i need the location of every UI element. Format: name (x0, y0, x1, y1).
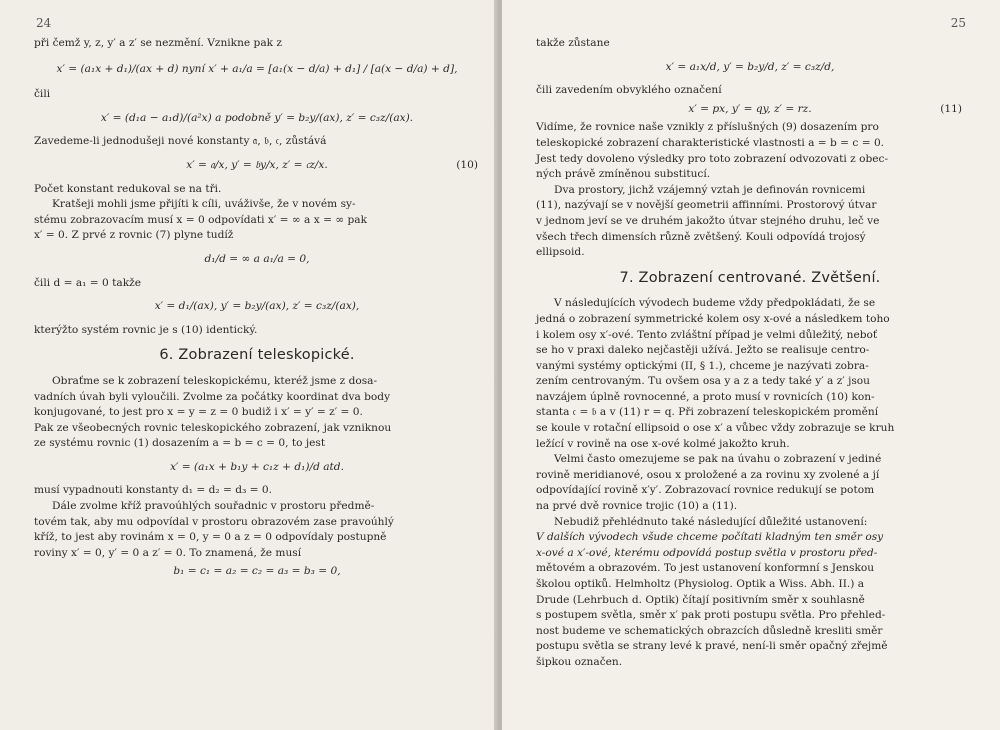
formula: x′ = (a₁x + d₁)/(ax + d) nyní x′ + a₁/a = [a₁(x − d/a) + d₁] / [a(x − d/a) + d], (56, 62, 458, 75)
equation-number: (11) (940, 102, 962, 115)
text-line: tovém tak, aby mu odpovídal v prostoru obrazovém zase pravoúhlý (34, 515, 394, 528)
text-line: Pak ze všeobecných rovnic teleskopického zobrazení, jak vzniknou (34, 421, 392, 434)
text-line: Dva prostory, jichž vzájemný vztah je definován rovnicemi (554, 183, 866, 196)
text-line: na prvé dvě rovnice trojic (10) a (11). (536, 500, 738, 513)
text-line: při čemž y, z, y′ a z′ se nezmění. Vznikne pak z (34, 37, 283, 49)
text-line: (11), nazývají se v novější geometrii affinními. Prostorový útvar (536, 199, 877, 212)
text-line: Zavedeme-li jednodušeji nové konstanty 𝔞, 𝔟, 𝔠, zůstává (34, 135, 327, 148)
text-line: stému zobrazovacím musí x = 0 odpovídati x′ = ∞ a x = ∞ pak (34, 213, 368, 226)
text-line: Počet konstant redukoval se na tři. (34, 182, 222, 195)
text-line: se koule v rotační ellipsoid o ose x′ a vůbec vždy zobrazuje se kruh (536, 422, 895, 435)
equation-number: (10) (456, 158, 478, 171)
text-line: Drude (Lehrbuch d. Optik) čítají positivním směr x souhlasně (536, 593, 865, 606)
page-body (536, 36, 964, 671)
text-line: kříž, to jest aby rovinám x = 0, y = 0 a z = 0 odpovídaly postupně (34, 531, 387, 544)
text-line: navzájem úplně rovnocenné, a proto musí v rovnicích (10) kon- (536, 390, 875, 403)
text-line: vanými systémy optickými (II, § 1.), chceme je nazývati zobra- (536, 359, 869, 372)
formula-numbered (536, 102, 964, 118)
text-line: rovině meridianové, osou x proložené a za rovinu xy zvolené a jí (536, 468, 880, 481)
formula: x′ = px, y′ = qy, z′ = rz. (688, 102, 812, 115)
text-line: Kratšeji mohli jsme přijíti k cíli, uváživše, že v novém sy- (52, 198, 356, 211)
text-line: V následujících vývodech budeme vždy předpokládati, že se (554, 297, 876, 310)
formula: x′ = d₁/(ax), y′ = b₂y/(ax), z′ = c₃z/(ax), (154, 300, 360, 313)
text-line: teleskopické zobrazení charakteristické vlastnosti a = b = c = 0. (536, 136, 885, 149)
page-number: 25 (950, 16, 966, 30)
text-line: školou optiků. Helmholtz (Physiolog. Optik a Wiss. Abh. II.) a (536, 578, 865, 590)
formula: x′ = a₁x/d, y′ = b₂y/d, z′ = c₃z/d, (665, 60, 835, 73)
section-heading: 6. Zobrazení teleskopické. (159, 347, 355, 364)
page-number: 24 (36, 16, 52, 30)
text-line: konjugované, to jest pro x = y = z = 0 budiž i x′ = y′ = z′ = 0. (34, 406, 363, 419)
text-line: zením centrovaným. Tu ovšem osa y a z a tedy také y′ a z′ jsou (536, 375, 870, 388)
text-line: stanta 𝔠 = 𝔟 a v (11) r = q. Při zobrazení teleskopickém promění (536, 406, 879, 419)
text-line: Obraťme se k zobrazení teleskopickému, kteréž jsme z dosa- (52, 374, 378, 387)
text-line: Nebudiž přehlédnuto také následující důležité ustanovení: (554, 515, 868, 528)
formula-numbered (34, 158, 480, 174)
text-line: čili (34, 88, 51, 101)
page-body (34, 36, 480, 580)
text-line: ellipsoid. (536, 246, 585, 259)
text-line: musí vypadnouti konstanty d₁ = d₂ = d₃ = 0. (34, 484, 273, 497)
text-line: kterýžto systém rovnic je s (10) identický. (34, 323, 258, 336)
text-line: odpovídající rovině x′y′. Zobrazovací rovnice redukují se potom (536, 484, 875, 497)
text-line: takže zůstane (536, 37, 610, 49)
text-line: všech třech dimensích různě zvětšený. Kouli odpovídá trojosý (536, 230, 866, 243)
formula: x′ = (d₁a − a₁d)/(a²x) a podobně y′ = b₂y/(ax), z′ = c₃z/(ax). (100, 111, 414, 124)
text-line: v jednom jeví se ve druhém jakožto útvar stejného druhu, leč ve (536, 214, 880, 227)
right-page (502, 0, 1000, 730)
formula: b₁ = c₁ = a₂ = c₂ = a₃ = b₃ = 0, (173, 565, 341, 578)
text-line: Jest tedy dovoleno výsledky pro toto zobrazení odvozovati z obec- (536, 152, 889, 165)
left-page (0, 0, 498, 730)
text-line: se ho v praxi daleko nejčastěji užívá. Ježto se realisuje centro- (536, 344, 870, 357)
text-line: roviny x′ = 0, y′ = 0 a z′ = 0. To znamená, že musí (34, 546, 302, 559)
text-line: Velmi často omezujeme se pak na úvahu o zobrazení v jediné (554, 453, 882, 466)
text-line: nost budeme ve schematických obrazcích důsledně kresliti směr (536, 624, 883, 637)
text-line: Vidíme, že rovnice naše vznikly z příslušných (9) dosazením pro (536, 121, 879, 134)
text-line: i kolem osy x′-ové. Tento zvláštní případ je velmi důležitý, neboť (536, 328, 878, 341)
text-line: šipkou označen. (536, 655, 623, 668)
text-line: ze systému rovnic (1) dosazením a = b = c = 0, to jest (34, 437, 326, 450)
text-line: s postupem světla, směr x′ pak proti postupu světla. Pro přehled- (536, 609, 886, 622)
text-line: Dále zvolme kříž pravoúhlých souřadnic v prostoru předmě- (52, 500, 375, 513)
formula: x′ = (a₁x + b₁y + c₁z + d₁)/d atd. (170, 460, 344, 473)
formula: d₁/d = ∞ a a₁/a = 0, (204, 252, 310, 265)
text-line: postupu světla se strany levé k pravé, není-li směr opačný zřejmě (536, 640, 888, 653)
text-line: x-ové a x′-ové, kterému odpovídá postup světla v prostoru před- (536, 546, 878, 559)
text-line: mětovém a obrazovém. To jest ustanovení konformní s Jenskou (536, 562, 875, 575)
text-line: jedná o zobrazení symmetrické kolem osy x-ové a následkem toho (536, 312, 890, 325)
text-line: vadních úvah byli vyloučili. Zvolme za počátky koordinat dva body (34, 390, 391, 403)
formula: x′ = 𝔞/x, y′ = 𝔟y/x, z′ = 𝔠z/x. (186, 158, 328, 171)
text-line: V dalších vývodech všude chceme počítati kladným ten směr osy (536, 531, 884, 544)
text-line: čili d = a₁ = 0 takže (34, 276, 141, 289)
text-line: ných právě zmíněnou substitucí. (536, 168, 711, 181)
text-line: x′ = 0. Z prvé z rovnic (7) plyne tudíž (34, 229, 234, 242)
section-heading: 7. Zobrazení centrované. Zvětšení. (619, 269, 881, 286)
text-line: ležící v rovině na ose x-ové kolmé jakožto kruh. (536, 437, 790, 450)
text-line: čili zavedením obvyklého označení (536, 84, 722, 97)
